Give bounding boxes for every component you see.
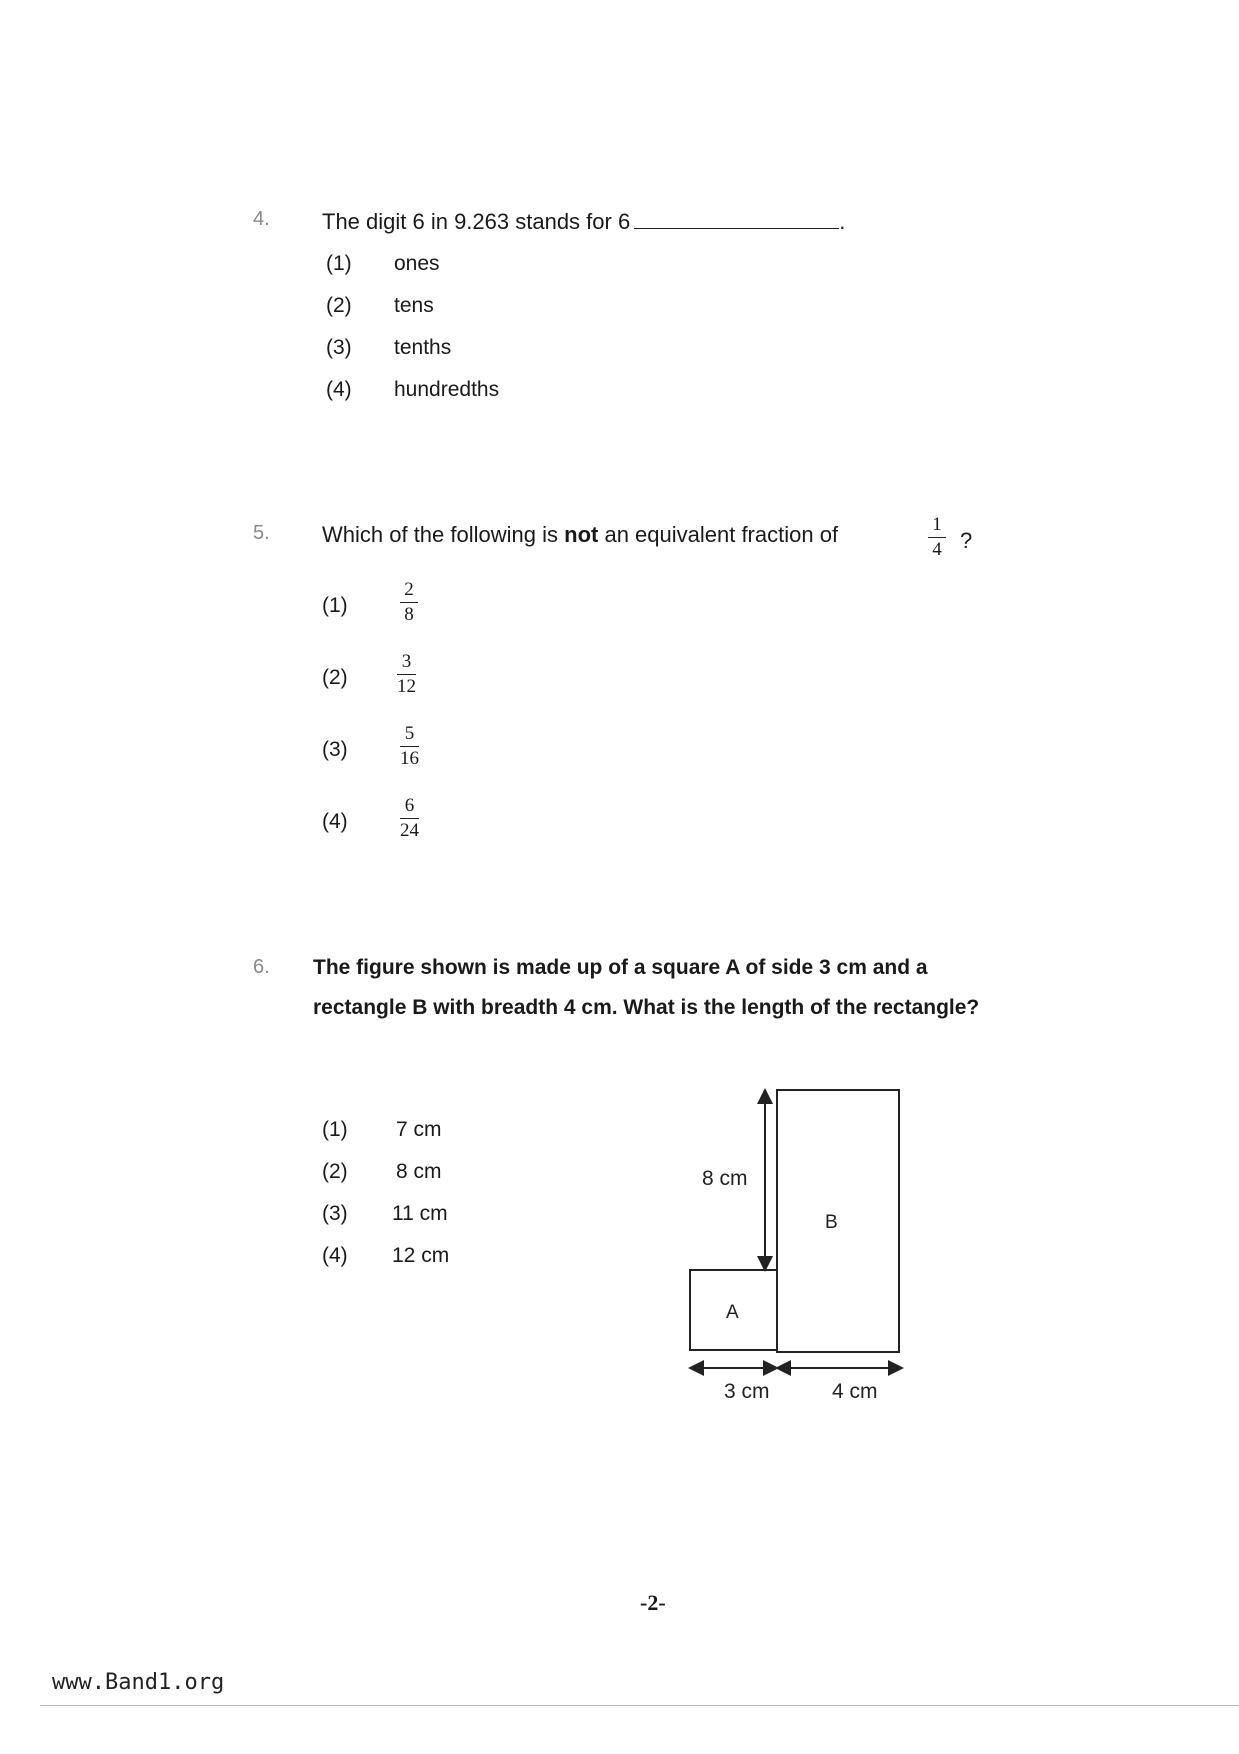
fraction-bar [400, 746, 419, 747]
numerator: 1 [932, 514, 942, 535]
period: . [839, 209, 846, 234]
answer-blank [634, 208, 839, 229]
option-label: (3) [326, 336, 352, 359]
fraction-bar [400, 602, 418, 603]
question-text [322, 522, 838, 548]
denominator: 8 [404, 604, 414, 625]
option-text: 12 cm [392, 1244, 450, 1267]
option-label: (1) [326, 252, 352, 275]
option-text: 8 cm [396, 1160, 442, 1183]
question-stem: The digit 6 in 9.263 stands for 6 [322, 209, 631, 234]
option-fraction [397, 652, 416, 697]
question-number: 5. [253, 522, 270, 544]
question-text-line-2: rectangle B with breadth 4 cm. What is the length of the rectangle? [313, 996, 980, 1019]
height-label: 8 cm [702, 1167, 748, 1190]
option-label: (3) [322, 738, 348, 761]
denominator: 16 [400, 748, 419, 769]
option-label: (1) [322, 1118, 348, 1141]
question-number: 6. [253, 956, 270, 978]
label-b: B [825, 1212, 838, 1233]
option-text: 7 cm [396, 1118, 442, 1141]
emphasis-word: not [564, 522, 599, 547]
option-text: tens [394, 294, 434, 317]
option-text: ones [394, 252, 440, 275]
numerator: 6 [404, 795, 415, 816]
question-stem-end: an equivalent fraction of [604, 522, 839, 547]
option-label: (3) [322, 1202, 348, 1225]
denominator: 4 [932, 539, 942, 560]
option-label: (2) [322, 666, 348, 689]
width-a-label: 3 cm [724, 1380, 770, 1403]
geometry-figure [660, 1070, 920, 1420]
fraction-bar [400, 818, 419, 819]
numerator: 2 [404, 579, 414, 600]
fraction-bar [397, 674, 416, 675]
option-label: (1) [322, 594, 348, 617]
width-b-label: 4 cm [832, 1380, 878, 1403]
denominator: 12 [397, 676, 416, 697]
option-label: (4) [322, 1244, 348, 1267]
question-mark: ? [960, 528, 973, 553]
option-text: 11 cm [392, 1202, 448, 1225]
option-label: (4) [326, 378, 352, 401]
question-text-line-1: The figure shown is made up of a square A of side 3 cm and a [313, 956, 928, 979]
page-number: -2- [640, 1590, 666, 1615]
option-fraction [400, 724, 419, 769]
option-fraction [400, 580, 418, 625]
option-label: (2) [322, 1160, 348, 1183]
rectangle-b [777, 1090, 899, 1352]
option-text: tenths [394, 336, 452, 359]
fraction-bar [928, 537, 946, 538]
question-text [322, 208, 845, 235]
numerator: 3 [401, 651, 412, 672]
denominator: 24 [400, 820, 419, 841]
option-label: (2) [326, 294, 352, 317]
question-number: 4. [253, 208, 270, 230]
numerator: 5 [404, 723, 415, 744]
fraction-one-quarter [928, 515, 946, 560]
label-a: A [726, 1302, 739, 1323]
option-fraction [400, 796, 419, 841]
footer-divider [40, 1705, 1239, 1706]
option-label: (4) [322, 810, 348, 833]
question-stem-start: Which of the following is [322, 522, 558, 547]
footer-url: www.Band1.org [52, 1670, 225, 1695]
option-text: hundredths [394, 378, 500, 401]
